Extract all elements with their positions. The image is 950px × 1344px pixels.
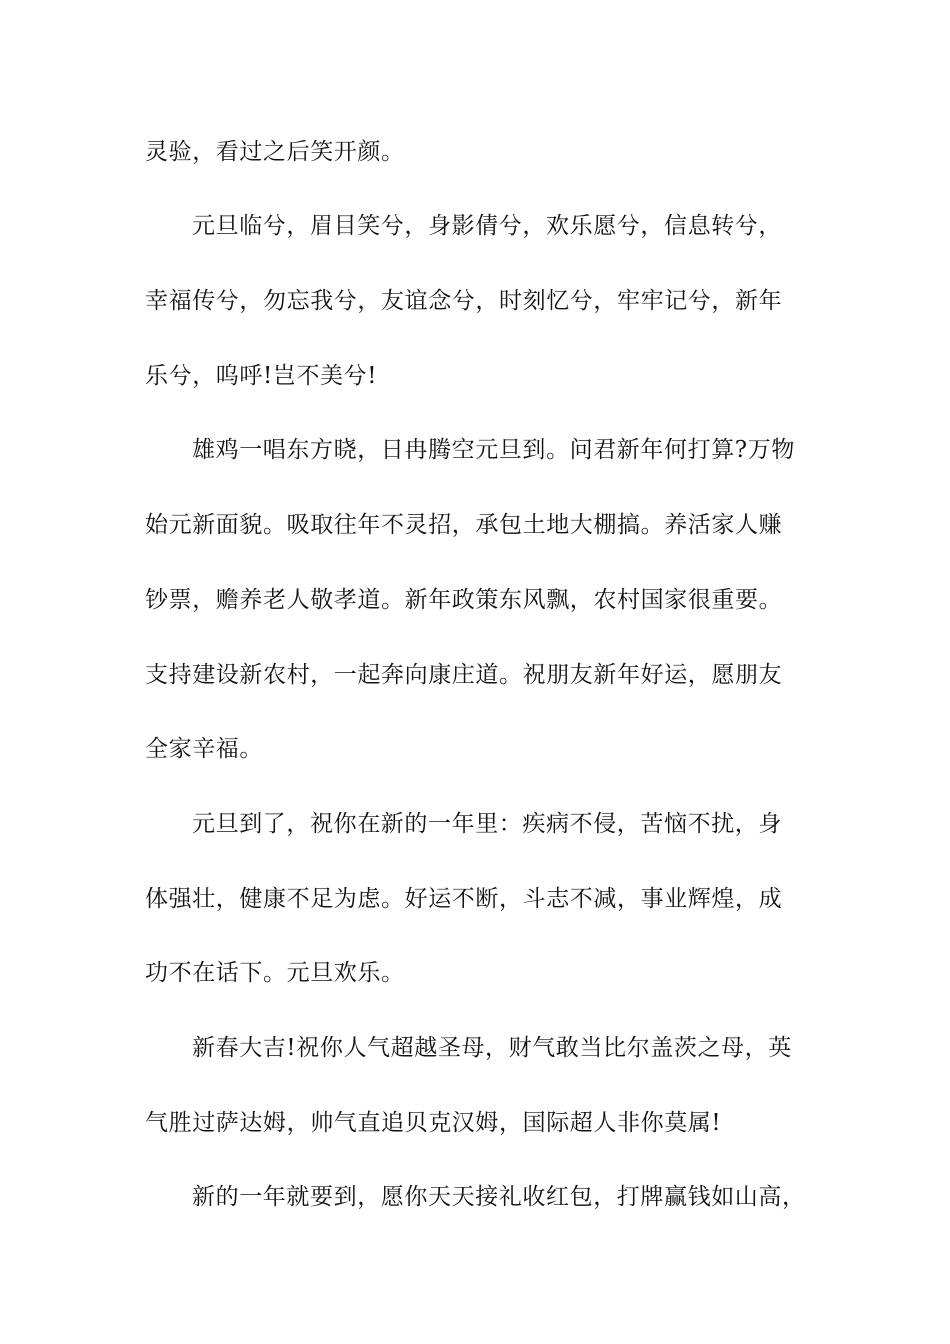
text-line: 始元新面貌。吸取往年不灵招，承包土地大棚搞。养活家人赚 xyxy=(145,512,783,538)
text-line: 新春大吉!祝你人气超越圣母，财气敢当比尔盖茨之母，英 xyxy=(192,1035,792,1061)
text-line: 元旦临兮，眉目笑兮，身影倩兮，欢乐愿兮，信息转兮， xyxy=(192,213,782,239)
text-line: 全家辛福。 xyxy=(145,736,263,762)
text-line: 新的一年就要到，愿你天天接礼收红包，打牌赢钱如山高， xyxy=(192,1184,806,1210)
text-line: 钞票，赡养老人敬孝道。新年政策东风飘，农村国家很重要。 xyxy=(145,587,783,613)
text-line: 支持建设新农村，一起奔向康庄道。祝朋友新年好运，愿朋友 xyxy=(145,662,783,688)
text-line: 体强壮，健康不足为虑。好运不断，斗志不减，事业辉煌，成 xyxy=(145,886,783,912)
text-line: 乐兮，呜呼!岂不美兮! xyxy=(145,363,378,389)
text-line: 雄鸡一唱东方晓，日冉腾空元旦到。问君新年何打算?万物 xyxy=(192,437,795,463)
text-line: 幸福传兮，勿忘我兮，友谊念兮，时刻忆兮，牢牢记兮，新年 xyxy=(145,288,783,314)
text-line: 气胜过萨达姆，帅气直追贝克汉姆，国际超人非你莫属! xyxy=(145,1110,722,1136)
text-line: 元旦到了，祝你在新的一年里：疾病不侵，苦恼不扰，身 xyxy=(192,811,782,837)
text-line: 功不在话下。元旦欢乐。 xyxy=(145,960,405,986)
text-line: 灵验，看过之后笑开颜。 xyxy=(145,139,405,165)
